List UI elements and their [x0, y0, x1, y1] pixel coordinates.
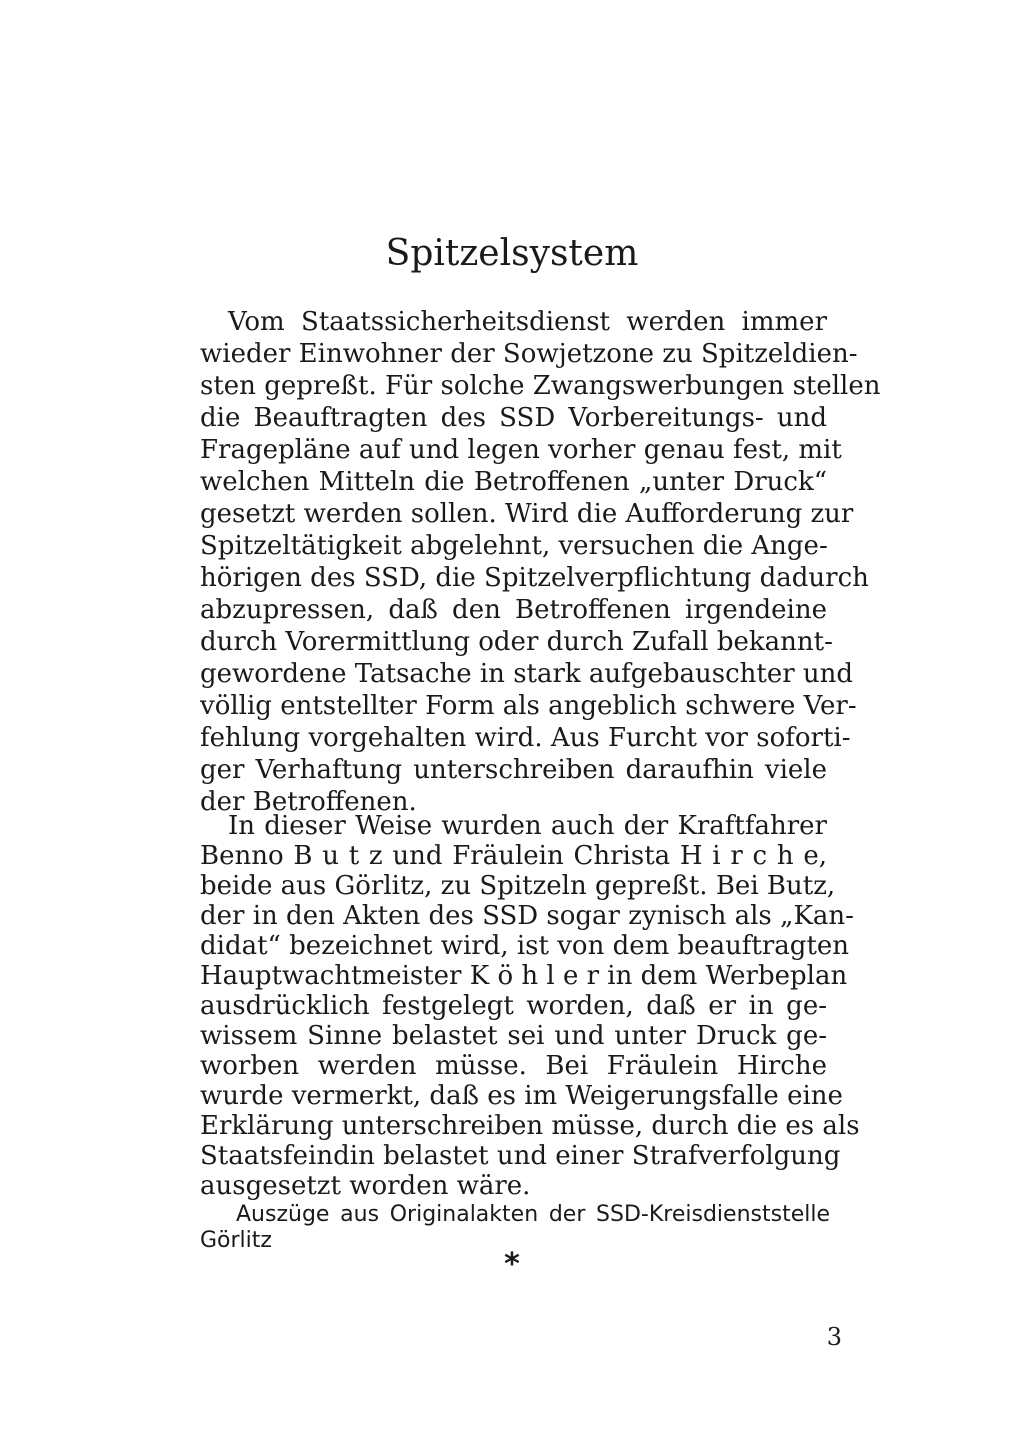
text-line: wissem Sinne belastet sei und unter Druck ge- [200, 1021, 827, 1051]
text-line: ger Verhaftung unterschreiben daraufhin viele [200, 755, 827, 785]
text-line: abzupressen, daß den Betroffenen irgendeine [200, 595, 827, 625]
text-line: didat“ bezeichnet wird, ist von dem beauftragten [200, 931, 850, 961]
text-line: Vom Staatssicherheitsdienst werden immer [228, 307, 827, 337]
text-line: Benno B u t z und Fräulein Christa H i r c h e, [200, 841, 827, 871]
text-line: der in den Akten des SSD sogar zynisch als „Kan- [200, 901, 854, 931]
caption-line: Auszüge aus Originalakten der SSD-Kreisdienststelle [236, 1202, 830, 1227]
text-line: beide aus Görlitz, zu Spitzeln gepreßt. Bei Butz, [200, 871, 836, 901]
text-line: sten gepreßt. Für solche Zwangswerbungen stellen [200, 371, 881, 401]
text-line: Spitzeltätigkeit abgelehnt, versuchen die Ange- [200, 531, 828, 561]
text-line: die Beauftragten des SSD Vorbereitungs- und [200, 403, 827, 433]
text-line: Staatsfeindin belastet und einer Strafverfolgung [200, 1141, 841, 1171]
page-title: Spitzelsystem [385, 233, 639, 274]
text-line: hörigen des SSD, die Spitzelverpflichtung dadurch [200, 563, 869, 593]
text-line: der Betroffenen. [200, 787, 417, 817]
text-line: gesetzt werden sollen. Wird die Aufforderung zur [200, 499, 854, 529]
text-line: durch Vorermittlung oder durch Zufall bekannt- [200, 627, 833, 657]
text-line: ausgesetzt worden wäre. [200, 1171, 531, 1201]
text-line: Hauptwachtmeister K ö h l e r in dem Werbeplan [200, 961, 848, 991]
text-line: wurde vermerkt, daß es im Weigerungsfalle eine [200, 1081, 843, 1111]
text-line: In dieser Weise wurden auch der Kraftfahrer [228, 811, 827, 841]
text-line: wieder Einwohner der Sowjetzone zu Spitzeldien- [200, 339, 858, 369]
section-separator: * [504, 1247, 520, 1282]
text-line: Erklärung unterschreiben müsse, durch die es als [200, 1111, 860, 1141]
text-line: Fragepläne auf und legen vorher genau fest, mit [200, 435, 842, 465]
text-line: ausdrücklich festgelegt worden, daß er in ge- [200, 991, 827, 1021]
caption-line: Görlitz [200, 1228, 272, 1253]
text-line: völlig entstellter Form als angeblich schwere Ver- [200, 691, 857, 721]
page-number: 3 [826, 1323, 842, 1351]
text-line: welchen Mitteln die Betroffenen „unter Druck“ [200, 467, 827, 497]
text-line: worben werden müsse. Bei Fräulein Hirche [200, 1051, 827, 1081]
text-line: fehlung vorgehalten wird. Aus Furcht vor soforti- [200, 723, 851, 753]
text-line: gewordene Tatsache in stark aufgebauschter und [200, 659, 854, 689]
